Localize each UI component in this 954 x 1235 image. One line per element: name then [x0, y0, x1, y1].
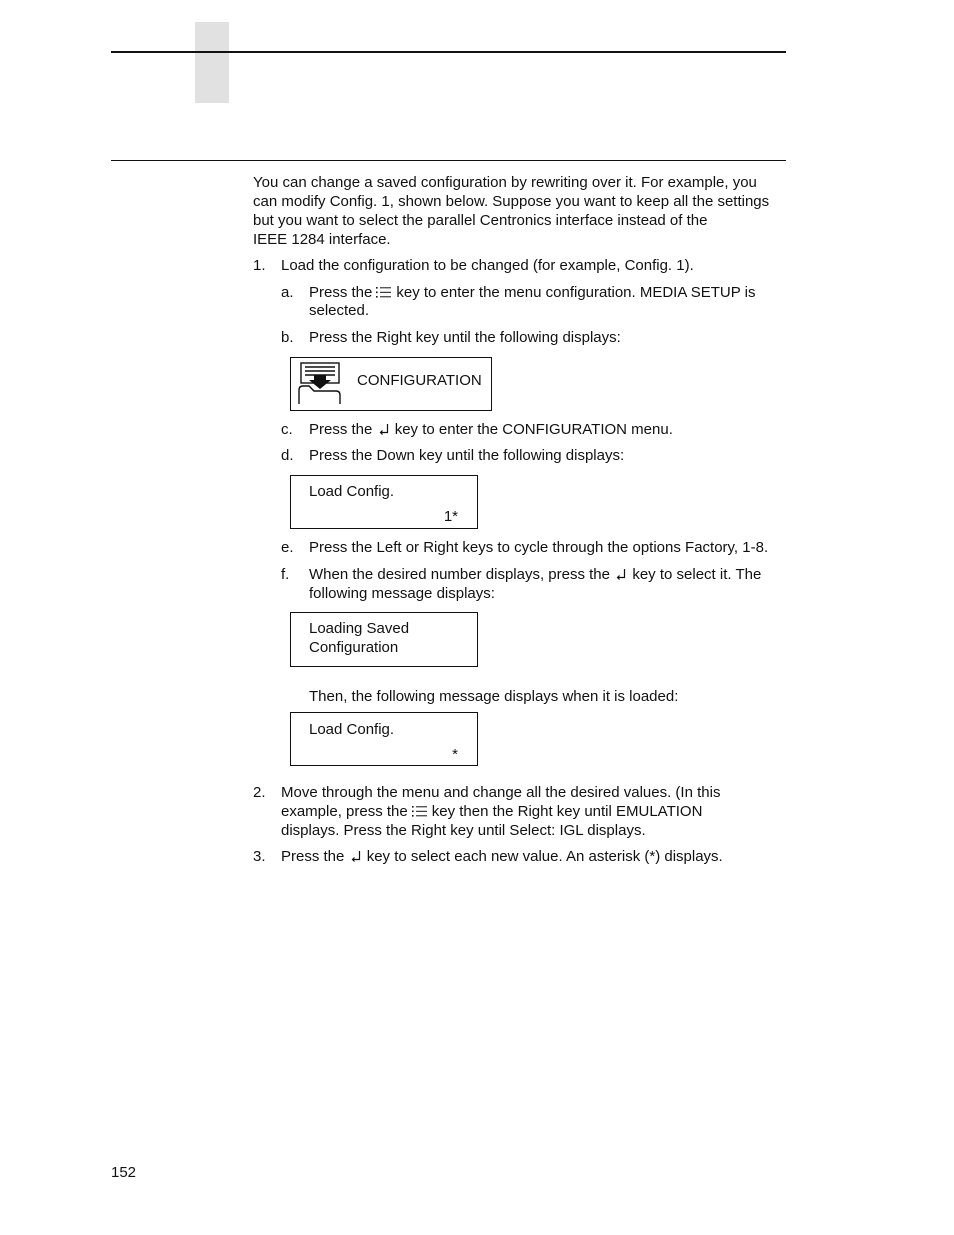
- step-1d-text: Press the Down key until the following displays:: [309, 447, 625, 464]
- page-number: 152: [111, 1164, 137, 1181]
- step-2-line-1: Move through the menu and change all the desired values. (In this: [281, 784, 721, 801]
- step-1f-pre: When the desired number displays, press the: [309, 566, 610, 583]
- intro-line-3: but you want to select the parallel Centronics interface instead of the: [253, 212, 708, 229]
- step-1-text: Load the configuration to be changed (for example, Config. 1).: [281, 257, 694, 274]
- step-3-post: key to select each new value. An asterisk (*) displays.: [366, 848, 723, 865]
- lcd-configuration-text: CONFIGURATION: [357, 372, 482, 389]
- step-1a-pre: Press the: [309, 284, 373, 301]
- lcd-line-2: 1*: [443, 508, 458, 525]
- lcd-line-1: Load Config.: [309, 483, 395, 500]
- lcd-line-2: *: [452, 746, 458, 763]
- intro-line-2: can modify Config. 1, shown below. Suppose you want to keep all the settings: [253, 193, 770, 210]
- header-rule: [111, 51, 786, 53]
- step-2-line-2-post: key then the Right key until EMULATION: [431, 803, 703, 820]
- step-1b-letter: b.: [281, 329, 294, 346]
- section-rule: [111, 160, 786, 161]
- step-1a-line-2: selected.: [309, 302, 370, 319]
- step-1b-text: Press the Right key until the following displays:: [309, 329, 621, 346]
- step-1e-text: Press the Left or Right keys to cycle through the options Factory, 1-8.: [309, 539, 769, 556]
- lcd-loading-saved: [290, 612, 478, 667]
- enter-key-icon: [351, 850, 361, 862]
- lcd-load-config-1: [290, 475, 478, 529]
- lcd-load-config-loaded: [290, 712, 478, 766]
- chapter-tab: [195, 22, 229, 103]
- step-2-number: 2.: [253, 784, 266, 801]
- lcd-line-1: Load Config.: [309, 721, 395, 738]
- step-3-number: 3.: [253, 848, 266, 865]
- step-1f-text: [309, 565, 794, 584]
- intro-line-4: IEEE 1284 interface.: [253, 231, 391, 248]
- step-1a-post: key to enter the menu configuration. MEDIA SETUP is: [396, 284, 756, 301]
- step-2-line-2: [281, 802, 791, 821]
- step-1a-text: [309, 283, 794, 302]
- configuration-menu-icon: [298, 362, 342, 406]
- step-3-pre: Press the: [281, 848, 345, 865]
- step-1c-text: [309, 420, 794, 439]
- step-1f-line-2: following message displays:: [309, 585, 495, 602]
- lcd-line-2: Configuration: [309, 639, 399, 656]
- menu-key-icon: [412, 804, 428, 819]
- step-1-number: 1.: [253, 257, 266, 274]
- step-1c-pre: Press the: [309, 421, 373, 438]
- step-1d-letter: d.: [281, 447, 294, 464]
- lcd-line-1: Loading Saved: [309, 620, 410, 637]
- step-1a-letter: a.: [281, 284, 294, 301]
- step-2-line-2-pre: example, press the: [281, 803, 408, 820]
- lcd-configuration: [290, 357, 492, 411]
- step-1c-post: key to enter the CONFIGURATION menu.: [394, 421, 673, 438]
- enter-key-icon: [379, 423, 389, 435]
- step-1f-letter: f.: [281, 566, 290, 583]
- then-text: Then, the following message displays when it is loaded:: [309, 688, 679, 705]
- step-1f-post: key to select it. The: [632, 566, 762, 583]
- step-2-line-3: displays. Press the Right key until Select: IGL displays.: [281, 822, 646, 839]
- step-1e-letter: e.: [281, 539, 294, 556]
- intro-line-1: You can change a saved configuration by rewriting over it. For example, you: [253, 174, 757, 191]
- enter-key-icon: [616, 568, 626, 580]
- step-3-text: [281, 847, 791, 866]
- step-1c-letter: c.: [281, 421, 293, 438]
- menu-key-icon: [376, 285, 392, 300]
